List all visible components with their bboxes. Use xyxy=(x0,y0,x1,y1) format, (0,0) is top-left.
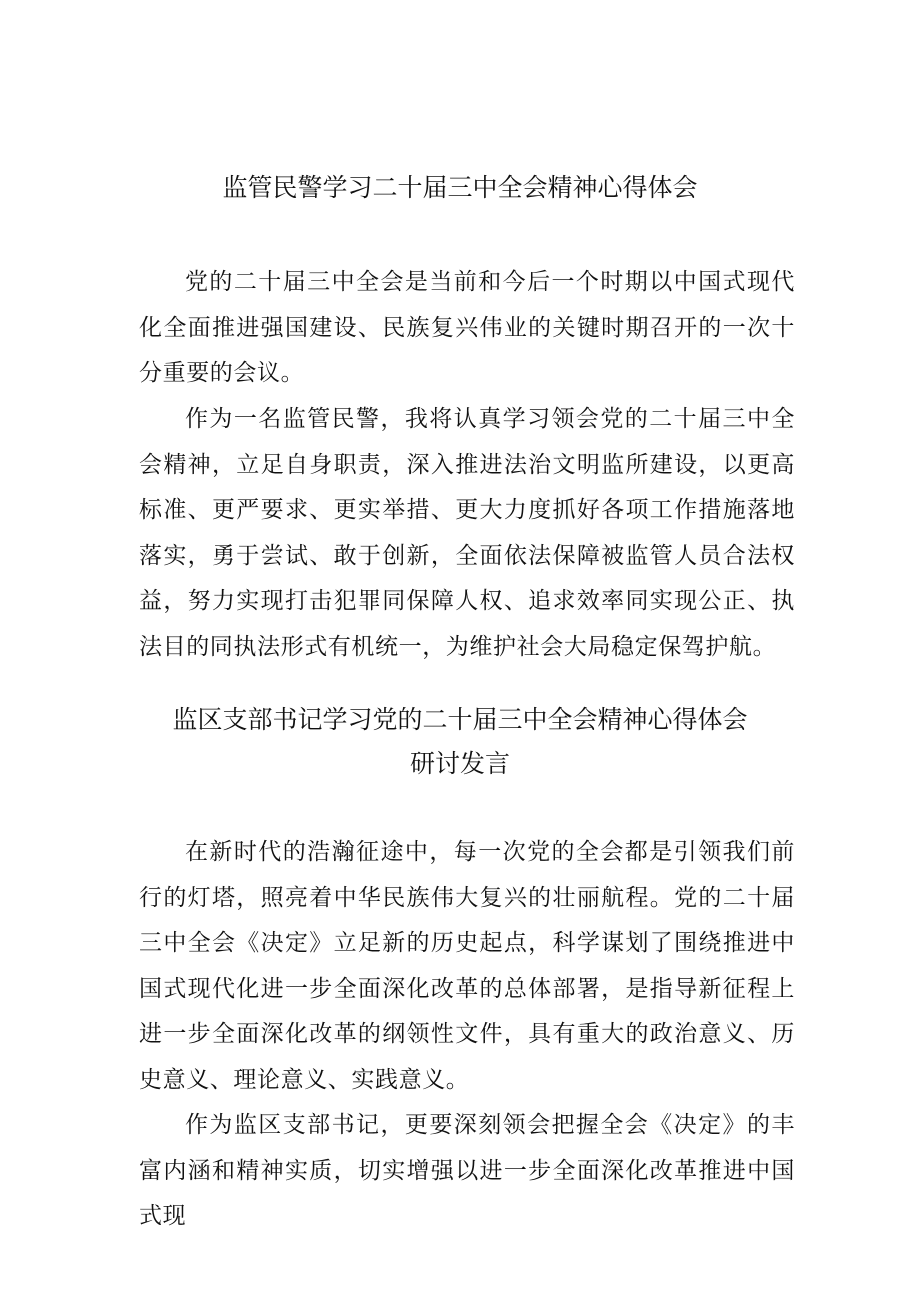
section-2-paragraph-2: 作为监区支部书记，更要深刻领会把握全会《决定》的丰富内涵和精神实质，切实增强以进一步全面深化改革推进中国式现 xyxy=(139,1112,795,1229)
section-2-title xyxy=(0,698,920,786)
section-1-paragraph-2: 作为一名监管民警，我将认真学习领会党的二十届三中全会精神，立足自身职责，深入推进法治文明监所建设，以更高标准、更严要求、更实举措、更大力度抓好各项工作措施落地落实，勇于尝试、敢于创新，全面依法保障被监管人员合法权益，努力实现打击犯罪同保障人权、追求效率同实现公正、执法目的同执法形式有机统一，为维护社会大局稳定保驾护航。 xyxy=(139,406,795,660)
section-2-title-line-1: 监区支部书记学习党的二十届三中全会精神心得体会 xyxy=(172,705,748,734)
section-1-paragraph-1: 党的二十届三中全会是当前和今后一个时期以中国式现代化全面推进强国建设、民族复兴伟业的关键时期召开的一次十分重要的会议。 xyxy=(139,269,795,386)
section-1-title: 监管民警学习二十届三中全会精神心得体会 xyxy=(222,173,698,202)
section-2-paragraph-1: 在新时代的浩瀚征途中，每一次党的全会都是引领我们前行的灯塔，照亮着中华民族伟大复兴的壮丽航程。党的二十届三中全会《决定》立足新的历史起点，科学谋划了围绕推进中国式现代化进一步全面深化改革的总体部署，是指导新征程上进一步全面深化改革的纲领性文件，具有重大的政治意义、历史意义、理论意义、实践意义。 xyxy=(139,839,795,1093)
section-2-title-line-2: 研讨发言 xyxy=(409,749,510,778)
